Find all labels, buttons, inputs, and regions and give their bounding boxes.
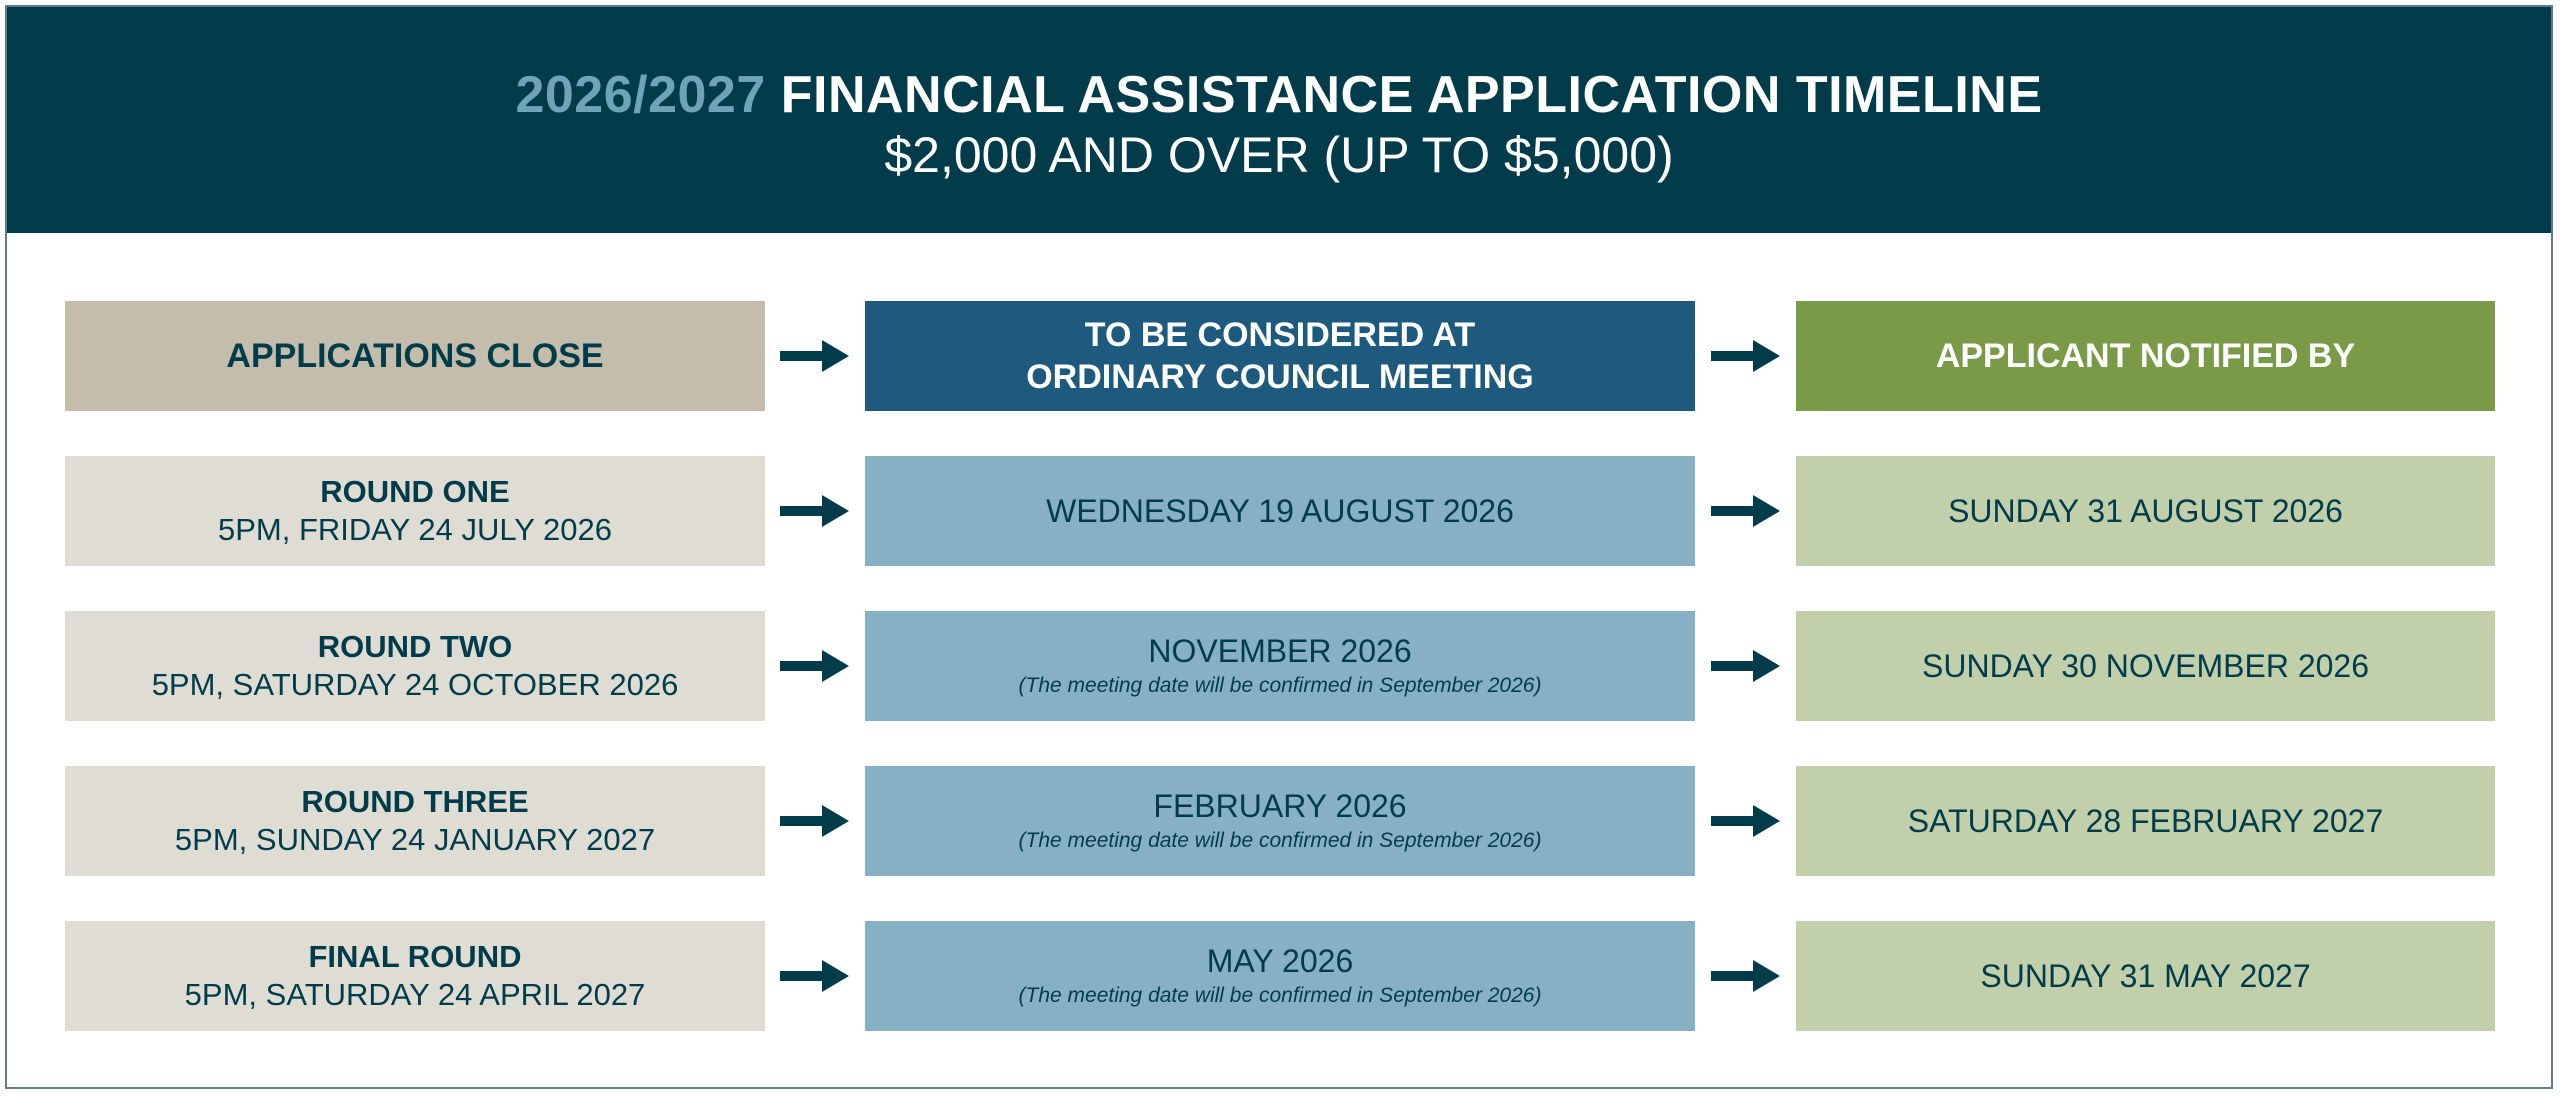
column-header-considered [865,301,1695,411]
meeting-date: NOVEMBER 2026 [1148,633,1412,669]
close-date: 5PM, SATURDAY 24 OCTOBER 2026 [151,667,679,702]
close-date: 5PM, SUNDAY 24 JANUARY 2027 [174,822,656,857]
arrow-right-icon [780,339,850,373]
round-name: FINAL ROUND [308,939,522,974]
arrow-right-icon [1711,804,1781,838]
column-header-applications-close [65,301,765,411]
round-name: ROUND TWO [317,629,513,664]
round-name: ROUND ONE [320,474,510,509]
column-header-line1: TO BE CONSIDERED AT [1084,316,1476,354]
meeting-date: WEDNESDAY 19 AUGUST 2026 [1046,493,1514,529]
arrow-right-icon [780,804,850,838]
notified-date: SUNDAY 31 MAY 2027 [1980,957,2311,994]
arrow-right-icon [1711,959,1781,993]
arrow-right-icon [1711,649,1781,683]
meeting-note: (The meeting date will be confirmed in September 2026) [1018,674,1542,697]
round-close-cell [65,921,765,1031]
arrow-right-icon [780,649,850,683]
meeting-cell [865,766,1695,876]
column-header-line2: ORDINARY COUNCIL MEETING [1026,358,1534,396]
close-date: 5PM, SATURDAY 24 APRIL 2027 [184,977,646,1012]
page-subtitle: $2,000 AND OVER (UP TO $5,000) [884,127,1674,183]
notified-date: SUNDAY 30 NOVEMBER 2026 [1922,647,2369,684]
notified-date: SUNDAY 31 AUGUST 2026 [1948,492,2343,529]
arrow-right-icon [1711,339,1781,373]
round-close-cell [65,611,765,721]
arrow-right-icon [780,494,850,528]
column-header-label: APPLICANT NOTIFIED BY [1935,337,2356,375]
column-header-label: APPLICATIONS CLOSE [226,337,604,375]
notified-cell [1796,766,2495,876]
page-title [7,65,2551,125]
round-close-cell [65,766,765,876]
meeting-date: FEBRUARY 2026 [1153,788,1407,824]
round-name: ROUND THREE [301,784,529,819]
arrow-right-icon [1711,494,1781,528]
meeting-note: (The meeting date will be confirmed in September 2026) [1018,829,1542,852]
meeting-cell [865,611,1695,721]
arrow-right-icon [780,959,850,993]
title-text: FINANCIAL ASSISTANCE APPLICATION TIMELINE [780,66,2043,124]
close-date: 5PM, FRIDAY 24 JULY 2026 [217,512,612,547]
notified-cell [1796,921,2495,1031]
notified-cell [1796,456,2495,566]
meeting-cell [865,456,1695,566]
title-year: 2026/2027 [515,66,766,124]
meeting-cell [865,921,1695,1031]
meeting-note: (The meeting date will be confirmed in September 2026) [1018,984,1542,1007]
meeting-date: MAY 2026 [1206,943,1354,979]
notified-date: SATURDAY 28 FEBRUARY 2027 [1907,802,2384,839]
round-close-cell [65,456,765,566]
header-banner [7,7,2551,233]
column-header-notified [1796,301,2495,411]
notified-cell [1796,611,2495,721]
